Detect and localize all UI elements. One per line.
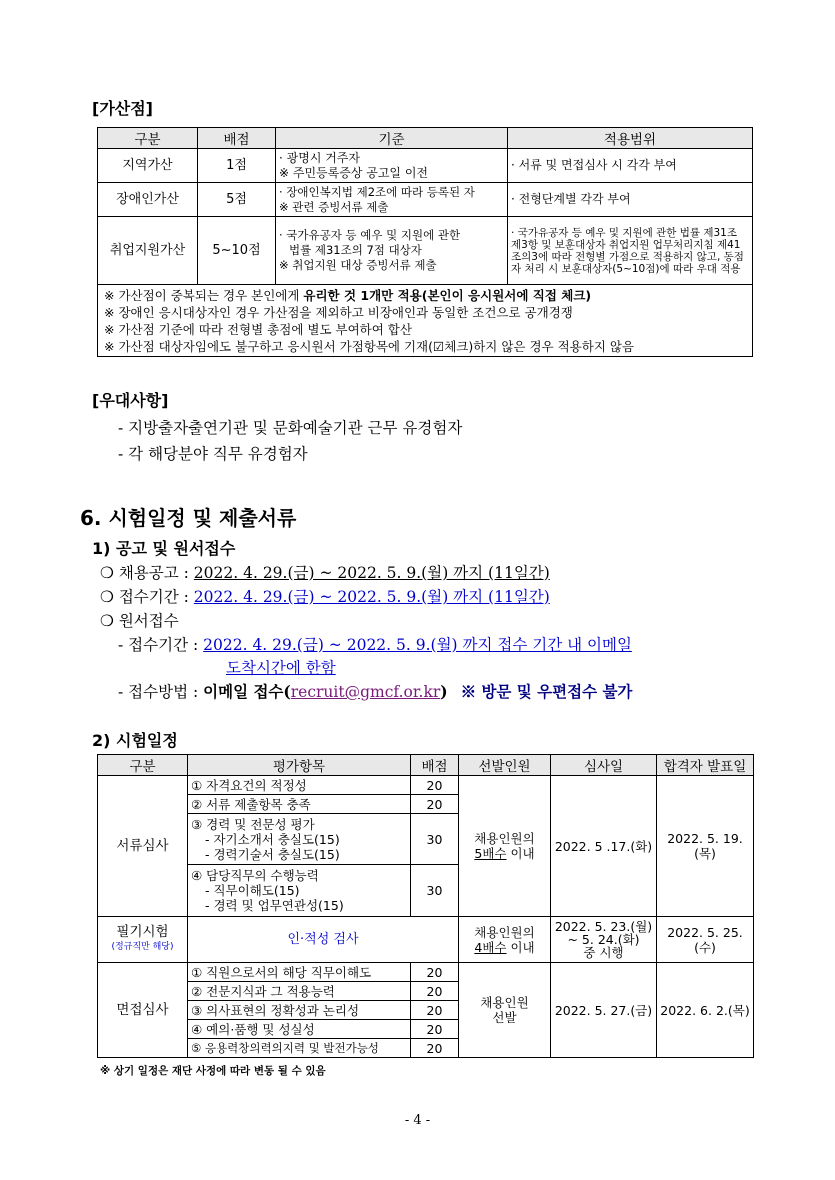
subsection-title: 1) 공고 및 원서접수 [92,539,236,558]
schedule-header-items: 평가항목 [188,755,411,776]
section-title: 6. 시험일정 및 제출서류 [80,506,297,530]
bonus-row-employment: 취업지원가산 5~10점 · 국가유공자 등 예우 및 지원에 관한 법률 제31조의 7점 대상자 ※ 취업지원 대상 증빙서류 제출 · 국가유공자 등 예우 및 지원에 관한 법률 제31조 제3항 및 보훈대상자 취업지원 업무처리지침 제41조의3에 따라 전형별 가점으로 적용하지 않고, 동점자 처리 시 보훈대상자(5~10점)에 따라 우대 적용 [98,217,753,285]
note-3: ※ 가산점 기준에 따라 전형별 총점에 별도 부여하여 합산 [104,321,412,337]
table-row: ② 서류 제출항목 충족 20 [98,795,754,814]
bonus-header-criteria: 기준 [276,128,508,149]
bonus-header-category: 구분 [98,128,198,149]
table-row: ④ 담당직무의 수행능력 - 직무이해도(15) - 경력 및 업무연관성(15) 30 [98,865,754,917]
note-1: ※ 가산점이 중복되는 경우 본인에게 유리한 것 1개만 적용(본인이 응시원서에 직접 체크) [104,287,592,303]
schedule-table [97,754,754,1058]
period-line-continued: 도착시간에 한함 [226,659,336,677]
page-number: - 4 - [404,1113,431,1128]
preference-heading: [우대사항] [92,391,169,410]
table-row: 서류심사 ① 자격요건의 적정성 20 채용인원의 5배수 이내 2022. 5 .17.(화) 2022. 5. 19.(목) [98,776,754,795]
announcement-line: ❍ 채용공고 : 2022. 4. 29.(금) ~ 2022. 5. 9.(월) 까지 (11일간) [100,564,550,582]
note-4: ※ 가산점 대상자임에도 불구하고 응시원서 가점항목에 기재(☑체크)하지 않은 경우 적용하지 않음 [104,338,635,354]
table-row: ③ 의사표현의 정확성과 논리성 20 [98,1001,754,1020]
bonus-row-region: 지역가산 1점 · 광명시 거주자 ※ 주민등록증상 공고일 이전 · 서류 및 면접심사 시 각각 부여 [98,149,753,183]
bonus-row-disabled: 장애인가산 5점 · 장애인복지법 제2조에 따라 등록된 자 ※ 관련 증빙서류 제출 · 전형단계별 각각 부여 [98,183,753,217]
subsection-title: 2) 시험일정 [92,731,178,750]
period-line: - 접수기간 : 2022. 4. 29.(금) ~ 2022. 5. 9.(월) 까지 접수 기간 내 이메일 [118,636,632,654]
email-link[interactable]: recruit@gmcf.or.kr [290,683,441,701]
bonus-header-scope: 적용범위 [508,128,753,149]
schedule-header-date: 심사일 [551,755,657,776]
reception-line: ❍ 접수기간 : 2022. 4. 29.(금) ~ 2022. 5. 9.(월) 까지 (11일간) [100,588,550,606]
bonus-notes [98,285,753,357]
table-row: ② 전문지식과 그 적용능력 20 [98,982,754,1001]
bonus-heading: [가산점] [92,99,153,118]
bonus-table [97,127,753,357]
preference-item: - 지방출자출연기관 및 문화예술기관 근무 유경험자 [118,419,463,437]
preference-item: - 각 해당분야 직무 유경험자 [118,445,308,463]
schedule-header-points: 배점 [411,755,459,776]
schedule-header-selection: 선발인원 [459,755,551,776]
schedule-footnote: ※ 상기 일정은 재단 사정에 따라 변동 될 수 있음 [100,1065,326,1077]
table-row: ⑤ 응용력창의력의지력 및 발전가능성 20 [98,1039,754,1058]
bonus-header-points: 배점 [198,128,276,149]
note-2: ※ 장애인 응시대상자인 경우 가산점을 제외하고 비장애인과 동일한 조건으로 공개경쟁 [104,304,573,320]
table-row: 필기시험 (정규직만 해당) 인·적성 검사 채용인원의 4배수 이내 2022. 5. 23.(월) ~ 5. 24.(화) 중 시행 2022. 5. 25.(수) [98,917,754,963]
table-row: ④ 예의·품행 및 성실성 20 [98,1020,754,1039]
application-line: ❍ 원서접수 [100,612,179,630]
method-line: - 접수방법 : 이메일 접수(recruit@gmcf.or.kr) ※ 방문 및 우편접수 불가 [118,682,633,701]
table-row: 면접심사 ① 직원으로서의 해당 직무이해도 20 채용인원 선발 2022. 5. 27.(금) 2022. 6. 2.(목) [98,963,754,982]
table-row: ③ 경력 및 전문성 평가 - 자기소개서 충실도(15) - 경력기술서 충실도(15) 30 [98,814,754,865]
schedule-header-stage: 구분 [98,755,188,776]
schedule-header-result: 합격자 발표일 [657,755,754,776]
